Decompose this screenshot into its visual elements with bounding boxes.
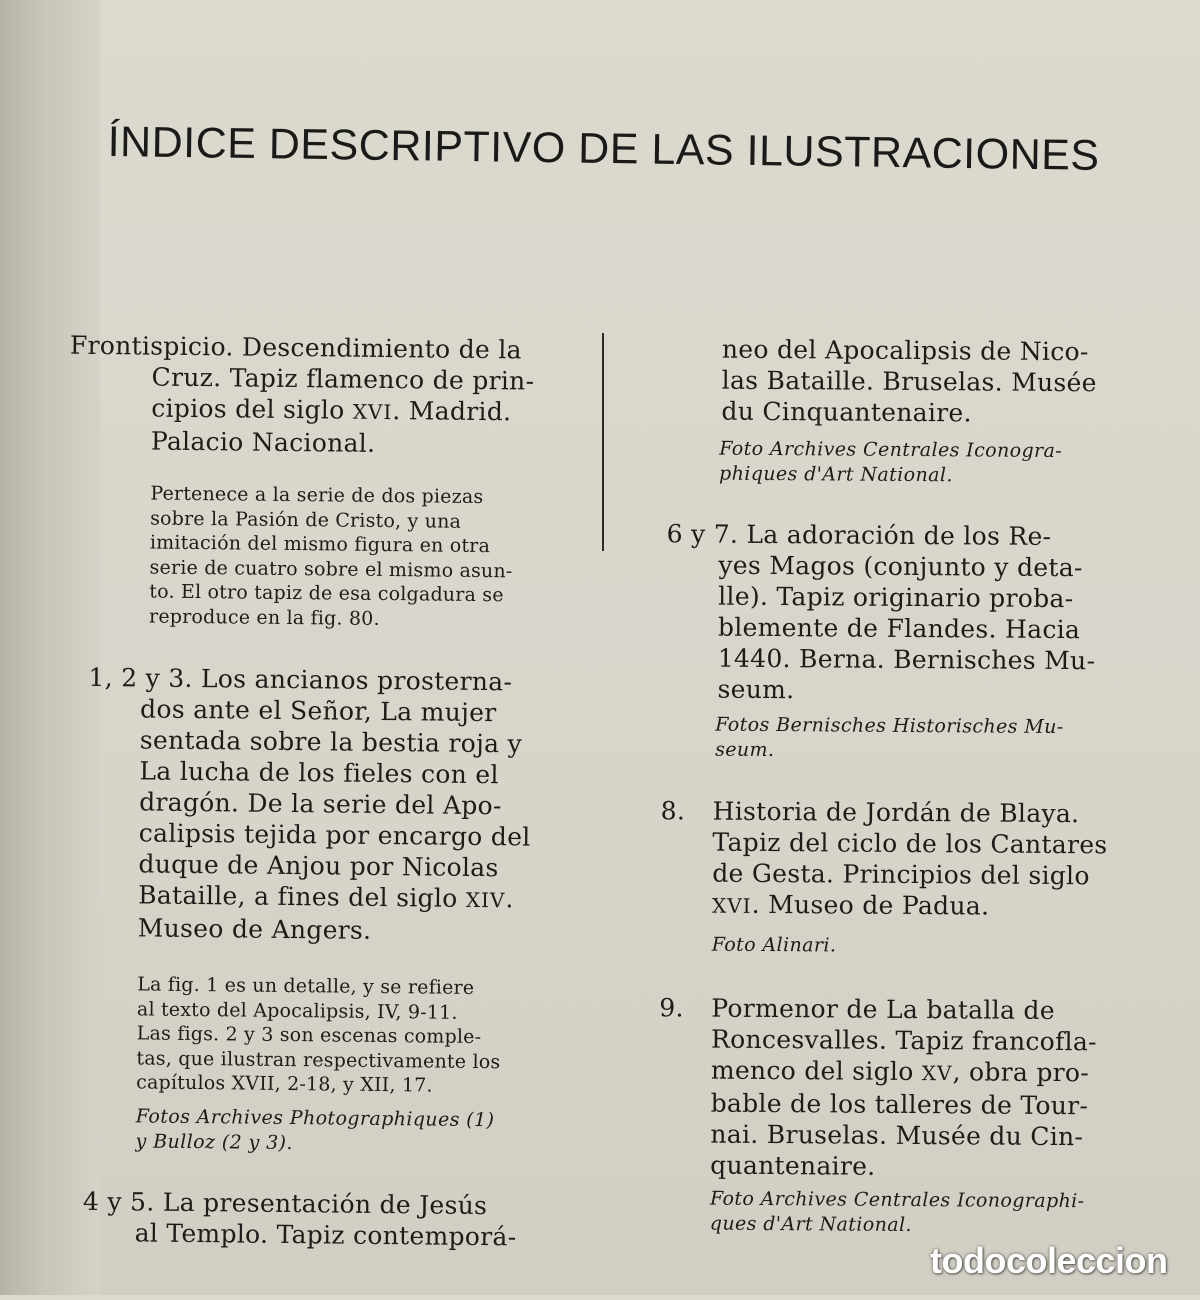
entry-line: 1, 2 y 3. Los ancianos prosterna-: [88, 662, 513, 697]
entry-1-2-3-photo-credit: Fotos Archives Photographiques (1) y Bulloz (2 y 3).: [135, 1105, 495, 1154]
entry-frontispicio-description: Pertenece a la serie de dos piezas sobre la Pasión de Cristo, y una imitación del mismo figura en otra serie de cuatro sobre el mismo asun- to. El otro tapiz de esa colgadura se reproduce en la fig. 80.: [148, 482, 513, 630]
entry-4-5: 4 y 5. La presentación de Jesús al Templo. Tapiz contemporá-: [82, 1186, 517, 1252]
entry-line: cipios del siglo XVI. Madrid.: [151, 393, 512, 427]
entry-line: Palacio Nacional.: [150, 426, 376, 458]
entry-4-5-continued: neo del Apocalipsis de Nico- las Bataille. Bruselas. Musée du Cinquantenaire.: [721, 334, 1097, 428]
entry-1-2-3-description: La fig. 1 es un detalle, y se refiere al texto del Apocalipsis, IV, 9-11. Las figs. 2 y 3 son escenas comple- tas, que ilustran respectivamente los capítulos XVII, 2-18, y XII, 17.: [136, 973, 501, 1097]
site-watermark: todocoleccion: [930, 1240, 1168, 1281]
entry-4-5-photo-credit: Foto Archives Centrales Iconogra- phiques d'Art National.: [718, 437, 1063, 486]
entry-9-photo-credit: Foto Archives Centrales Iconographi- ques d'Art National.: [709, 1187, 1085, 1236]
entry-8: Historia de Jordán de Blaya. Tapiz del ciclo de los Cantares de Gesta. Principios del siglo XVI. Museo de Padua.: [711, 796, 1108, 921]
right-column: [593, 0, 1200, 1295]
entry-6-7: 6 y 7. La adoración de los Re- yes Magos (conjunto y deta- lle). Tapiz originario proba- blemente de Flandes. Hacia 1440. Berna. Bernisches Mu- seum.: [666, 519, 1096, 705]
entry-number: 8.: [660, 796, 686, 826]
entry-number: 9.: [659, 993, 684, 1023]
entry-line: Frontispicio. Descendimiento de la: [69, 330, 522, 365]
entry-line: Cruz. Tapiz flamenco de prin-: [151, 362, 535, 396]
entry-1-2-3: 1, 2 y 3. Los ancianos prosterna- dos ante el Señor, La mujer sentada sobre la bestia roja y La lucha de los fieles con el dragón. De la serie del Apo- calipsis tejida por encargo del duque de Anjou por Nicolas Bataille, a fines del siglo XIV. Museo de Angers.: [88, 662, 531, 945]
entry-9: Pormenor de La batalla de Roncesvalles. Tapiz francofla- menco del siglo XV, obra pro- bable de los talleres de Tour- nai. Bruselas. Musée du Cin- quantenaire.: [710, 993, 1097, 1181]
page-title: ÍNDICE DESCRIPTIVO DE LAS ILUSTRACIONES: [107, 118, 1100, 180]
entry-8-photo-credit: Foto Alinari.: [711, 933, 837, 957]
entry-6-7-photo-credit: Fotos Bernisches Historisches Mu- seum.: [715, 713, 1064, 761]
entry-frontispicio: [69, 330, 535, 461]
